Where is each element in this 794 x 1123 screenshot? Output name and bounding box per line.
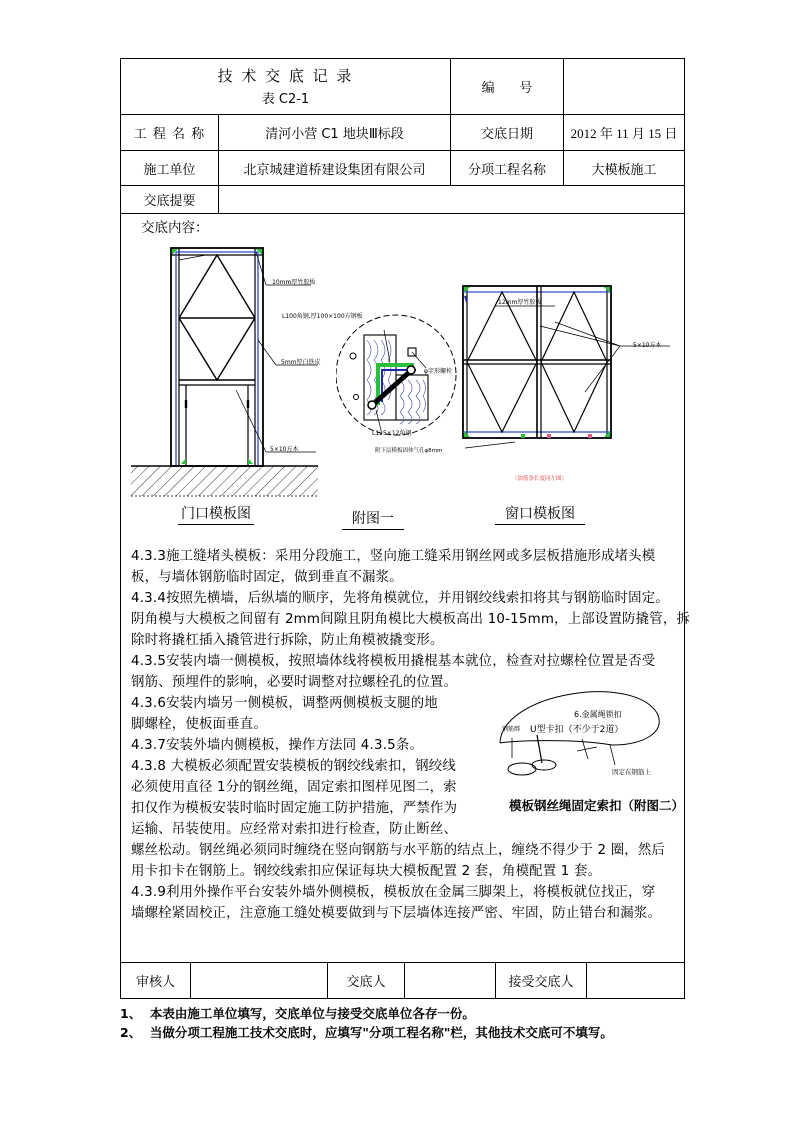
window-note-3: 附下层模板固体气孔φ8mm	[375, 448, 443, 454]
reviewer-value[interactable]	[191, 963, 327, 998]
window-note-4: （加筋条长度同左图）	[512, 476, 568, 482]
clamp-note-2: 钢筋绑	[502, 726, 521, 733]
project-name-label: 工 程 名 称	[133, 127, 206, 142]
form-code: 表 C2-1	[261, 91, 310, 107]
para-line-13: 扣仅作为模板安装时临时固定施工防护措施，严禁作为	[131, 801, 458, 816]
door-note-3: 5×10方木	[270, 446, 299, 453]
para-line-2: 板，与墙体钢筋临时固定，做到垂直不漏浆。	[131, 570, 403, 585]
sub-project-value[interactable]: 大模板施工	[591, 162, 657, 178]
para-line-10: 4.3.7安装外墙内侧模板，操作方法同 4.3.5条。	[131, 738, 424, 753]
para-line-11: 4.3.8 大模板必须配置安装模板的钢绞线索扣，钢绞线	[131, 759, 456, 774]
door-note-2: 5mm厚白铁皮	[281, 359, 321, 366]
para-line-7: 钢筋、预埋件的影响，必要时调整对拉螺栓孔的位置。	[131, 675, 458, 690]
footnote-2: 2、 当做分项工程施工技术交底时，应填写"分项工程名称"栏，其他技术交底可不填写。	[120, 1025, 613, 1040]
para-line-12: 必须使用直径 1分的钢丝绳，固定索扣图样见图二，索	[131, 780, 457, 795]
window-caption: 窗口模板图	[495, 503, 585, 525]
construction-unit-label: 施工单位	[143, 162, 196, 178]
date-label: 交底日期	[480, 127, 533, 142]
reviewer-label: 审核人	[135, 975, 175, 990]
clamp-caption: 模板钢丝绳固定索扣（附图二）	[509, 798, 685, 813]
para-line-8: 4.3.6安装内墙另一侧模板，调整两侧模板支腿的地	[131, 696, 438, 711]
window-note-2: 5×10方木	[633, 342, 662, 349]
window-formwork-drawing	[455, 282, 685, 450]
detail-note-3: L125×12角钢	[372, 430, 412, 437]
clamp-note-4: 固定在钢筋上	[612, 768, 651, 776]
summary-label: 交底提要	[143, 194, 196, 209]
form-title: 技 术 交 底 记 录	[217, 66, 354, 85]
para-line-15: 螺丝松动。钢丝绳必须同时缠绕在竖向钢筋与水平筋的结点上，缠绕不得少于 2 圈，然后	[131, 843, 666, 858]
door-note-1: 10mm厚竹胶板	[272, 279, 316, 286]
discloser-value[interactable]	[405, 963, 495, 998]
project-name-value[interactable]: 清河小营 C1 地块Ⅲ标段	[265, 127, 404, 142]
para-line-14: 运输、吊装使用。应经常对索扣进行检查，防止断丝、	[131, 822, 458, 837]
number-label: 编 号	[481, 81, 533, 96]
clamp-note-1: 6.金属绳锁扣	[574, 710, 622, 719]
summary-value[interactable]	[219, 186, 684, 213]
detail-note-2: φ字形螺栓	[424, 368, 452, 375]
construction-unit-value[interactable]: 北京城建道桥建设集团有限公司	[243, 162, 426, 178]
para-line-16: 用卡扣卡在钢筋上。钢绞线索扣应保证每块大模板配置 2 套，角模配置 1 套。	[131, 864, 602, 879]
detail-caption: 附图一	[342, 508, 404, 530]
discloser-label: 交底人	[346, 975, 386, 990]
para-line-4: 阴角模与大模板之间留有 2mm间隙且阴角模比大模板高出 10-15mm，上部设置防撬管，拆	[131, 612, 691, 627]
para-line-6: 4.3.5安装内墙一侧模板，按照墙体线将模板用撬棍基本就位，检查对拉螺栓位置是否受	[131, 654, 656, 669]
para-line-5: 除时将撬杠插入撬管进行拆除，防止角模被撬变形。	[131, 633, 444, 648]
date-value[interactable]: 2012 年 11 月 15 日	[570, 126, 678, 141]
detail-note-1: L100角钢,厚100×100方钢板	[282, 313, 363, 320]
receiver-value[interactable]	[587, 963, 684, 998]
clamp-note-3: U型卡扣（不少于2道）	[530, 725, 624, 735]
sub-project-label: 分项工程名称	[467, 162, 546, 178]
footnote-1: 1、 本表由施工单位填写，交底单位与接受交底单位各存一份。	[120, 1006, 475, 1021]
content-label: 交底内容：	[141, 220, 209, 236]
para-line-9: 脚螺栓，使板面垂直。	[131, 717, 267, 732]
window-note-1: 12mm厚竹胶板	[498, 299, 542, 306]
receiver-label: 接受交底人	[508, 975, 574, 990]
number-value[interactable]	[564, 59, 684, 114]
para-line-1: 4.3.3施工缝堵头模板：采用分段施工，竖向施工缝采用钢丝网或多层板措施形成堵头模	[131, 549, 656, 564]
para-line-3: 4.3.4按照先横墙，后纵墙的顺序，先将角模就位，并用钢绞线索扣将其与钢筋临时固定。	[131, 591, 669, 606]
para-line-18: 墙螺栓紧固校正，注意施工缝处模要做到与下层墙体连接严密、牢固，防止错台和漏浆。	[131, 906, 662, 921]
para-line-17: 4.3.9利用外操作平台安装外墙外侧模板，模板放在金属三脚架上，将模板就位找正，穿	[131, 885, 656, 900]
door-caption: 门口模板图	[178, 503, 254, 525]
